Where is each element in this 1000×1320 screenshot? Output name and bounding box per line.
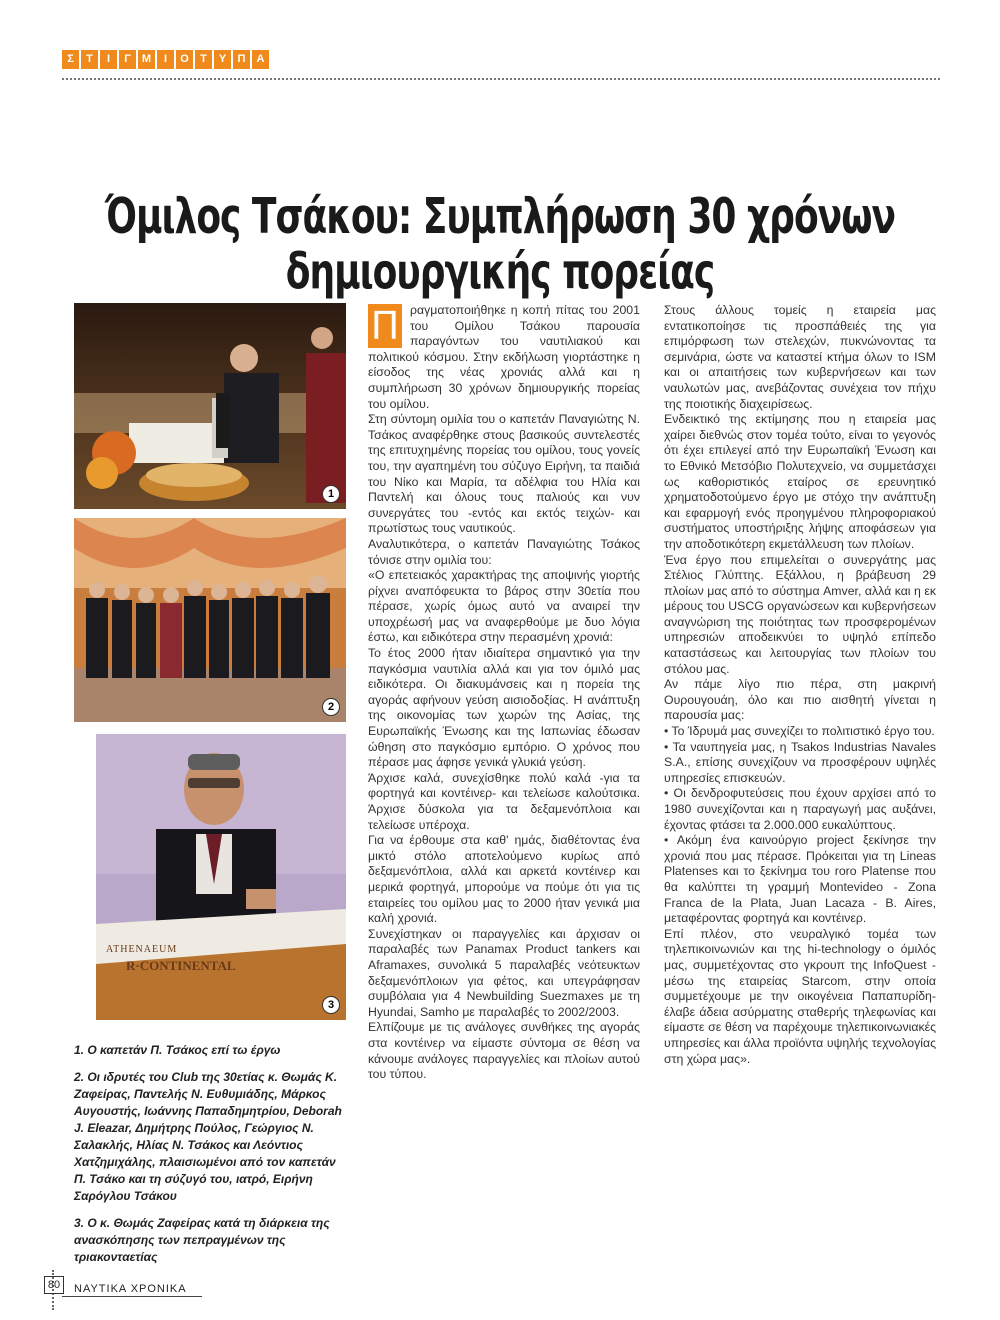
paragraph: Ενδεικτικό της εκτίμησης που η εταιρεία μας χαίρει διεθνώς στον τομέα τούτο, είναι το γεγονός ότι έχει επιλεγεί από την Ευρωπαϊκή Ένωση και το Εθνικό Μετσόβιο Πολυτεχνείο, να συμμετάσχει ως καθοριστικός εταίρος σε ερευνητικό χρηματοδοτούμενο έργο με στόχο την ανάπτυξη και εφαρμογή ενός προηγμένου πληροφοριακού συστήματος υποστήριξης λήψης αποφάσεων για την αποδοτικότερη εκμετάλλευση των πλοίων. — [664, 412, 936, 551]
caption-2: 2. Οι ιδρυτές του Club της 30ετίας κ. Θωμάς Κ. Ζαφείρας, Παντελής Ν. Ευθυμιάδης, Μάρκος Αυγουστής, Ιωάννης Παπαδημητρίου, Deborah J. Eleazar, Δημήτρης Πούλος, Γεώργιος Ν. Σαλακλής, Ηλίας Ν. Τσάκος και Λεόντιος Χατζημιχάλης, πλαισιωμένοι από τον καπετάν Π. Τσάκο και τη σύζυγό του, ιατρό, Ειρήνη Σαρόγλου Τσάκου — [74, 1070, 342, 1203]
section-letter: Π — [233, 50, 250, 69]
article-column-2 — [664, 303, 936, 1067]
bullet-item: • Οι δενδροφυτεύσεις που έχουν αρχίσει από το 1980 συνεχίζονται και η παραγωγή μας αυξάνει, έχοντας φτάσει τα 2.000.000 ευκαλύπτους. — [664, 786, 936, 833]
section-banner — [62, 50, 271, 69]
section-letter: Ι — [157, 50, 174, 69]
top-dotted-rule — [62, 78, 940, 80]
photo-speaker-at-podium — [96, 734, 346, 1020]
paragraph: ραγματοποιήθηκε η κοπή πίτας του 2001 του Ομίλου Τσάκου παρουσία παραγόντων του ναυτιλιακού και πολιτικού κόσμου. Στην εκδήλωση γιορτάστηκε η είσοδος της νέας χρονιάς αλλά και η συμπλήρωση 30 χρόνων δημιουργικής πορείας του ομίλου. — [368, 303, 640, 411]
paragraph: Στους άλλους τομείς η εταιρεία μας εντατικοποίησε τις προσπάθειές της για επιμόρφωση των στελεχών, πυκνώνοντας τα σεμινάρια, ώστε να καταστεί κτήμα όλων το ISM και οι απαιτήσεις των κυβερνήσεων και των ναυλωτών μας, ανεβάζοντας συνέχεια τον πήχυ της ποιοτικής διαχειρίσεως. — [664, 303, 936, 411]
section-letter: Τ — [195, 50, 212, 69]
article-headline: Όμιλος Τσάκου: Συμπλήρωση 30 χρόνων δημιουργικής πορείας — [104, 190, 896, 301]
caption-1: 1. Ο καπετάν Π. Τσάκος επί τω έργω — [74, 1043, 281, 1057]
photo-group-portrait — [74, 518, 346, 722]
paragraph: Αναλυτικότερα, ο καπετάν Παναγιώτης Τσάκος τόνισε στην ομιλία του: — [368, 536, 640, 567]
photo-number: 2 — [322, 698, 340, 716]
bullet-item: • Το Ίδρυμά μας συνεχίζει το πολιτιστικό έργο του. — [664, 724, 936, 740]
paragraph: Ελπίζουμε με τις ανάλογες συνθήκες της αγοράς στα κοντέινερ να είμαστε σύντομα σε θέση να κάνουμε ανάλογες παραγγελίες και πλοίων αυτού του τύπου. — [368, 1020, 640, 1082]
paragraph: Για να έρθουμε στα καθ' ημάς, διαθέτοντας ένα μικτό στόλο αποτελούμενο κυρίως από δεξαμενόπλοια, αλλά και αρκετά κοντέινερ και μερικά φορτηγά, μπορούμε να πούμε ότι για τις εταιρείες του ομίλου μας το 2000 ήταν γενικά μια καλή χρονιά. — [368, 833, 640, 926]
paragraph: «Ο επετειακός χαρακτήρας της αποψινής γιορτής ρίχνει αναπόφευκτα το βάρος στην 30ετία που πέρασε, χωρίς όμως αυτό να αναιρεί την υποχρέωσή μας να αναφερθούμε με δυο λόγια έστω, και ειδικότερα στην περασμένη χρονιά: — [368, 568, 640, 645]
bullet-item: • Τα ναυπηγεία μας, η Tsakos Industrias Navales S.A., επίσης συνεχίζουν να προσφέρουν υψηλές υπηρεσίες επισκευών. — [664, 740, 936, 787]
podium-text-1: ATHENAEUM — [106, 944, 178, 955]
paragraph: Επί πλέον, στο νευραλγικό τομέα των τηλεπικοινωνιών και της hi-technology ο όμιλός μας, συμμετέχοντας στο γκρουπ της InfoQuest - μέσω της εταιρείας Starcom, στην οποία συμμετέχουμε με την οικογένεια Παπαπυρίδη- έλαβε άδεια ασύρματης σταθερής τηλεφωνίας και είμαστε σε θέση να παρέχουμε τηλεπικοινωνιακές υπηρεσίες και άλλα προϊόντα υψηλής τεχνολογίας στη χώρα μας». — [664, 926, 936, 1066]
paragraph: Συνεχίστηκαν οι παραγγελίες και άρχισαν οι παραλαβές των Panamax Product tankers και Aframaxes, συνολικά 5 παραλαβές νεότευκτων δεξαμενόπλοιων για φέτος, και υπεγράφησαν συμβόλαια για 4 Newbuilding Suezmaxes με τη Hyundai, Samho με παραλαβές το 2002/2003. — [368, 926, 640, 1019]
photo-number: 3 — [322, 996, 340, 1014]
paragraph: Αν πάμε λίγο πιο πέρα, στη μακρινή Ουρουγουάη, όλο και πιο αισθητή γίνεται η παρουσία μας: — [664, 677, 936, 723]
magazine-name: ΝΑΥΤΙΚΑ ΧΡΟΝΙΚΑ — [74, 1283, 187, 1295]
photo-captions — [74, 1042, 346, 1276]
bullet-item: • Ακόμη ένα καινούργιο project ξεκίνησε την χρονιά που μας πέρασε. Πρόκειται για τη Lineas Platenses και το ξεκίνημα του roro Platense που θα καλύπτει τη γραμμή Montevideo - Zona Franca de la Plata, Juan Lacaza - B. Aires, μεταφέροντας φορτηγά και κοντέινερ. — [664, 833, 936, 927]
paragraph: Άρχισε καλά, συνεχίσθηκε πολύ καλά -για τα φορτηγά και κοντέινερ- και τελείωσε καλούτσικα. Άρχισε δύσκολα για τα δεξαμενόπλοια και τελείωσε υπέροχα. — [368, 770, 640, 832]
podium-text-2: R·CONTINENTAL — [126, 958, 236, 973]
paragraph: Ένα έργο που επιμελείται ο συνεργάτης μας Στέλιος Γλύπτης. Εξάλλου, η βράβευση 29 πλοίων μας από το σύστημα Amver, αλλά και η εκ μέρους του USCG οργανώσεων και κυβερνήσεων αναγνώριση της ποιότητας των προσφερομένων υπηρεσιών αποδεικνύει το υψηλό επίπεδο καταστάσεως και λειτουργίας των πλοίων του στόλου μας. — [664, 552, 936, 676]
section-letter: Τ — [81, 50, 98, 69]
section-letter: Υ — [214, 50, 231, 69]
photo-cake-cutting — [74, 303, 346, 509]
section-letter: Α — [252, 50, 269, 69]
caption-3: 3. Ο κ. Θωμάς Ζαφείρας κατά τη διάρκεια της ανασκόπησης των πεπραγμένων της τριακονταετίας — [74, 1216, 330, 1264]
section-letter: Ο — [176, 50, 193, 69]
section-letter: Ι — [100, 50, 117, 69]
article-column-1 — [368, 303, 640, 1083]
drop-cap: Π — [368, 304, 402, 348]
page-number: 80 — [44, 1276, 64, 1294]
photo-number: 1 — [322, 485, 340, 503]
paragraph: Στη σύντομη ομιλία του ο καπετάν Παναγιώτης Ν. Τσάκος αναφέρθηκε στους βασικούς συντελεστές της επιτυχημένης πορείας του ομίλου, τους γονείς του, την αγαπημένη του σύζυγο Ειρήνη, τα παιδιά του Νίκο και Μαρία, τα αδέλφια του Ηλία και Παντελή και όλους τους παλιούς και νυν συνεργάτες του -εντός και εκτός τειχών- και πρωτίστως τους ναυτικούς. — [368, 412, 640, 536]
section-letter: Μ — [138, 50, 155, 69]
section-letter: Σ — [62, 50, 79, 69]
footer-rule — [62, 1296, 202, 1297]
paragraph: Το έτος 2000 ήταν ιδιαίτερα σημαντικό για την παγκόσμια ναυτιλία αλλά και για τον όμιλό μας ειδικότερα. Οι διακυμάνσεις και η πορεία της αγοράς αφήνουν γεύση αισιοδοξίας. Η ανάπτυξη της οικονομίας των χωρών της Ασίας, της Ευρωπαϊκής Ένωσης και της Ιαπωνίας έδωσαν ώθηση στο παγκόσμιο εμπόριο. Ο χρόνος που πέρασε μας άφησε γενικά γλυκιά γεύση. — [368, 646, 640, 770]
section-letter: Γ — [119, 50, 136, 69]
